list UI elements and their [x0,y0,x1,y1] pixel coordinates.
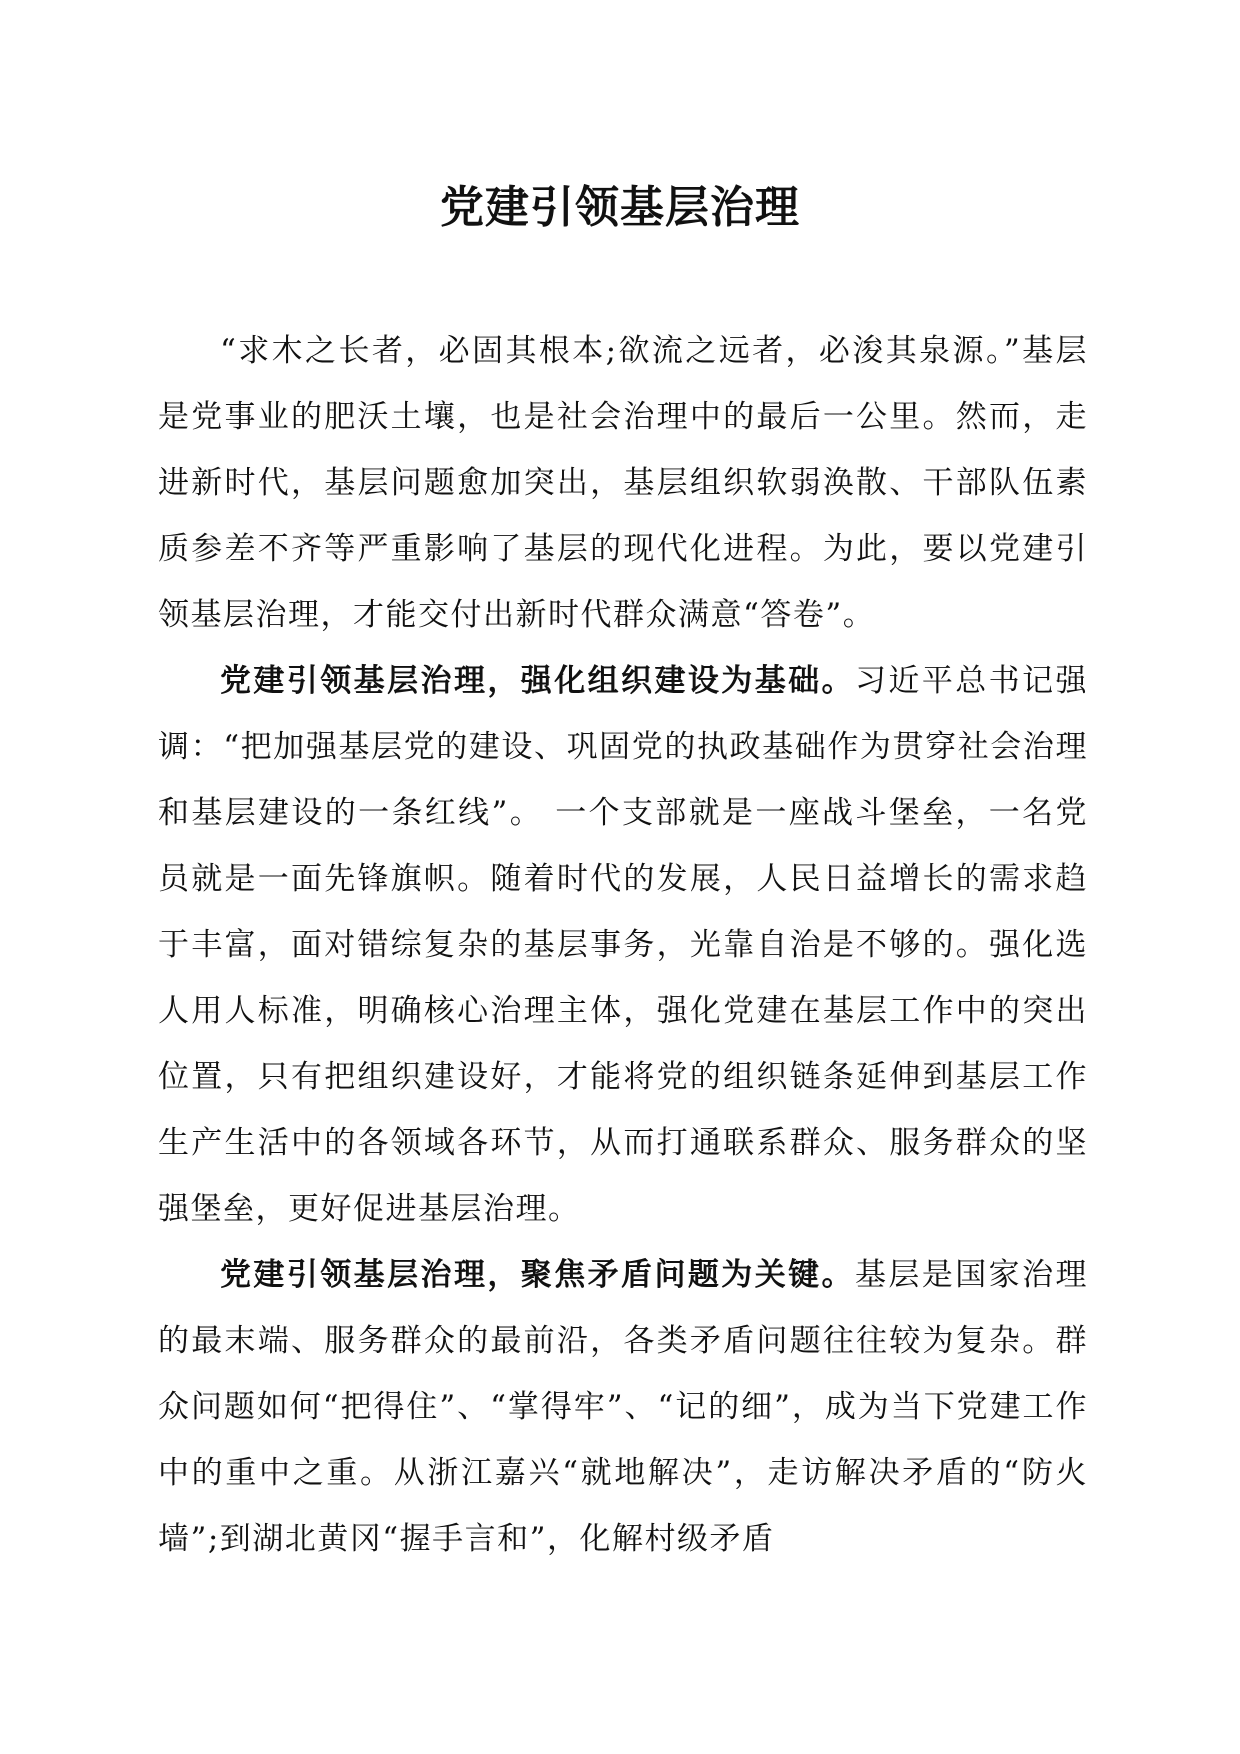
paragraph-lead: 党建引领基层治理，聚焦矛盾问题为关键。 [220,1257,855,1293]
paragraph-text: “求木之长者，必固其根本;欲流之远者，必浚其泉源。”基层是党事业的肥沃土壤，也是社会治理中的最后一公里。然而，走进新时代，基层问题愈加突出，基层组织软弱涣散、干部队伍素质参差不齐等严重影响了基层的现代化进程。为此，要以党建引领基层治理，才能交付出新时代群众满意“答卷”。 [158,333,1088,633]
document-body [158,318,1088,1572]
paragraph-text: 习近平总书记强调：“把加强基层党的建设、巩固党的执政基础作为贯穿社会治理和基层建设的一条红线”。 一个支部就是一座战斗堡垒，一名党员就是一面先锋旗帜。随着时代的发展，人民日益增长的需求趋于丰富，面对错综复杂的基层事务，光靠自治是不够的。强化选人用人标准，明确核心治理主体，强化党建在基层工作中的突出位置，只有把组织建设好，才能将党的组织链条延伸到基层工作生产生活中的各领域各环节，从而打通联系群众、服务群众的坚强堡垒，更好促进基层治理。 [158,663,1089,1227]
paragraph-text: 基层是国家治理的最末端、服务群众的最前沿，各类矛盾问题往往较为复杂。群众问题如何“把得住”、“掌得牢”、“记的细”，成为当下党建工作中的重中之重。从浙江嘉兴“就地解决”，走访解决矛盾的“防火墙”;到湖北黄冈“握手言和”，化解村级矛盾 [158,1257,1089,1557]
paragraph-organization [158,648,1088,1242]
paragraph-conflicts [158,1242,1088,1572]
document-title: 党建引领基层治理 [440,182,800,233]
paragraph-intro [158,318,1088,648]
paragraph-lead: 党建引领基层治理，强化组织建设为基础。 [220,663,855,699]
